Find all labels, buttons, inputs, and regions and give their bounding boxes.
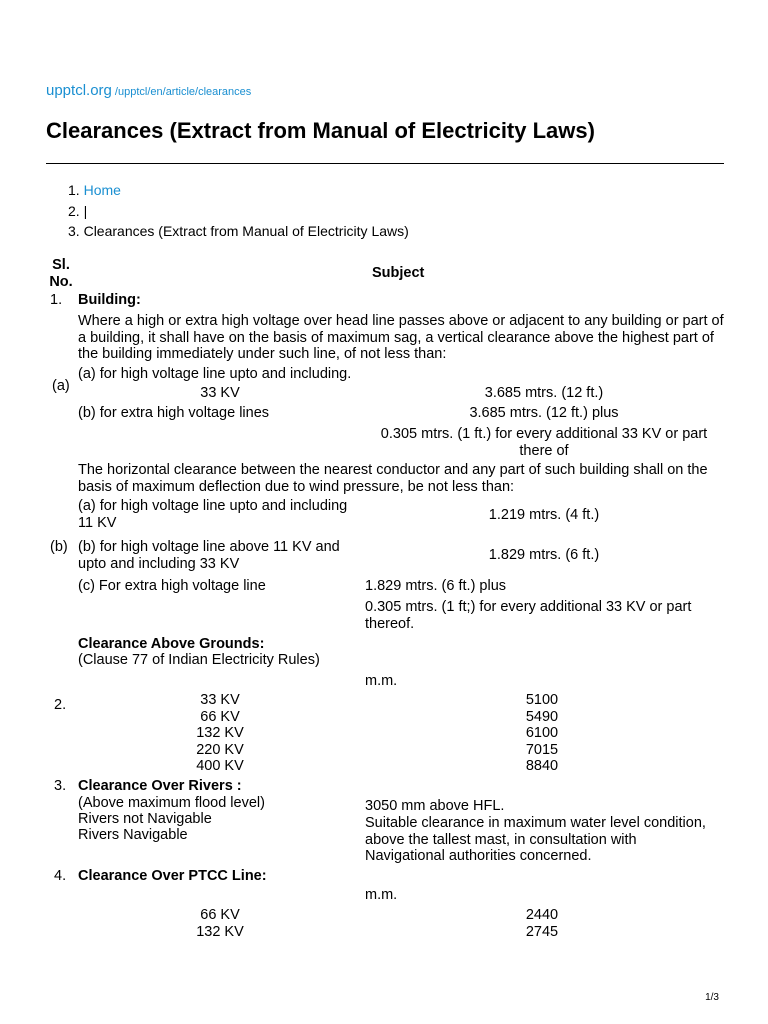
kv-cell: 33 KV	[200, 692, 240, 708]
breadcrumb-item-current: 3. Clearances (Extract from Manual of Electricity Laws)	[68, 223, 409, 239]
breadcrumb-item-home: 1. Home	[68, 182, 121, 198]
source-path[interactable]: /upptcl/en/article/clearances	[111, 86, 252, 98]
rivers-line: Rivers not Navigable	[78, 811, 212, 827]
header-sl-no: Sl. No.	[49, 257, 73, 290]
kv-cell: 220 KV	[196, 741, 244, 758]
breadcrumb-item-separator: 2. |	[68, 202, 88, 219]
above-grounds-subheading: (Clause 77 of Indian Electricity Rules)	[78, 652, 320, 668]
section-heading-rivers: Clearance Over Rivers :	[78, 778, 242, 794]
section-heading-ptcc: Clearance Over PTCC Line:	[78, 868, 267, 884]
kv-cell: 132 KV	[196, 923, 244, 940]
rivers-value-navigable: Suitable clearance in maximum water level condition, above the tallest mast, in consultation with Navigational authorities concerned.	[365, 815, 706, 864]
source-domain[interactable]: upptcl.org	[46, 82, 112, 99]
a2-text: (b) for extra high voltage lines	[78, 405, 270, 421]
value-cell: 5490	[525, 708, 559, 725]
value-cell: 7015	[525, 741, 559, 758]
clause-label-a: (a)	[52, 378, 70, 394]
a1-kv: 33 KV	[200, 385, 240, 401]
section-number: 2.	[54, 697, 67, 713]
b1-text: (a) for high voltage line upto and including 11 KV	[78, 498, 348, 531]
kv-cell: 132 KV	[196, 725, 244, 741]
page-number: 1/3	[705, 992, 719, 1003]
above-grounds-unit: m.m.	[365, 673, 398, 689]
value-cell: 8840	[525, 758, 559, 774]
rivers-value-hfl: 3050 mm above HFL.	[365, 798, 505, 814]
section-heading-building: Building:	[78, 292, 141, 308]
section-number: 1.	[50, 292, 63, 308]
clause-label-b: (b)	[50, 539, 68, 555]
page-title: Clearances (Extract from Manual of Electricity Laws)	[46, 118, 595, 143]
building-vertical-intro: Where a high or extra high voltage over head line passes above or adjacent to any building or part of a building, it shall have on the basis of maximum sag, a vertical clearance above the highest part of the building immediately under such line, of not less than:	[78, 313, 724, 362]
kv-cell: 66 KV	[200, 708, 240, 725]
kv-cell: 66 KV	[200, 907, 240, 923]
value-cell: 2440	[525, 907, 559, 923]
header-subject: Subject	[372, 265, 425, 281]
b2-text: (b) for high voltage line above 11 KV and upto and including 33 KV	[78, 539, 340, 572]
home-link[interactable]: Home	[83, 182, 121, 198]
b1-value: 1.219 mtrs. (4 ft.)	[488, 507, 600, 523]
b3-value: 1.829 mtrs. (6 ft.) plus	[365, 578, 507, 594]
source-url[interactable]	[46, 82, 251, 99]
b3-extra: 0.305 mtrs. (1 ft;) for every additional 33 KV or part thereof.	[365, 599, 692, 632]
ptcc-kv-list	[170, 907, 270, 940]
a1-value: 3.685 mtrs. (12 ft.)	[484, 385, 604, 401]
a1-text: (a) for high voltage line upto and including.	[78, 366, 352, 382]
above-grounds-value-list	[492, 692, 592, 775]
building-horizontal-intro: The horizontal clearance between the nearest conductor and any part of such building shall on the basis of maximum deflection due to wind pressure, be not less than:	[78, 462, 708, 495]
above-grounds-kv-list	[170, 692, 270, 775]
b2-value: 1.829 mtrs. (6 ft.)	[488, 547, 600, 563]
rivers-line: Rivers Navigable	[78, 827, 188, 843]
section-number: 3.	[54, 778, 67, 794]
breadcrumb	[68, 180, 409, 242]
value-cell: 6100	[525, 725, 559, 741]
ptcc-unit: m.m.	[365, 887, 398, 903]
a2-extra: 0.305 mtrs. (1 ft.) for every additional 33 KV or part there of	[380, 426, 708, 459]
section-number: 4.	[54, 868, 67, 884]
rivers-line: (Above maximum flood level)	[78, 795, 265, 811]
a2-value: 3.685 mtrs. (12 ft.) plus	[469, 405, 619, 421]
value-cell: 2745	[525, 923, 559, 940]
b3-text: (c) For extra high voltage line	[78, 578, 266, 594]
kv-cell: 400 KV	[196, 758, 244, 774]
ptcc-value-list	[492, 907, 592, 940]
section-heading-above-grounds: Clearance Above Grounds:	[78, 636, 265, 652]
title-divider	[46, 163, 724, 164]
value-cell: 5100	[525, 692, 559, 708]
